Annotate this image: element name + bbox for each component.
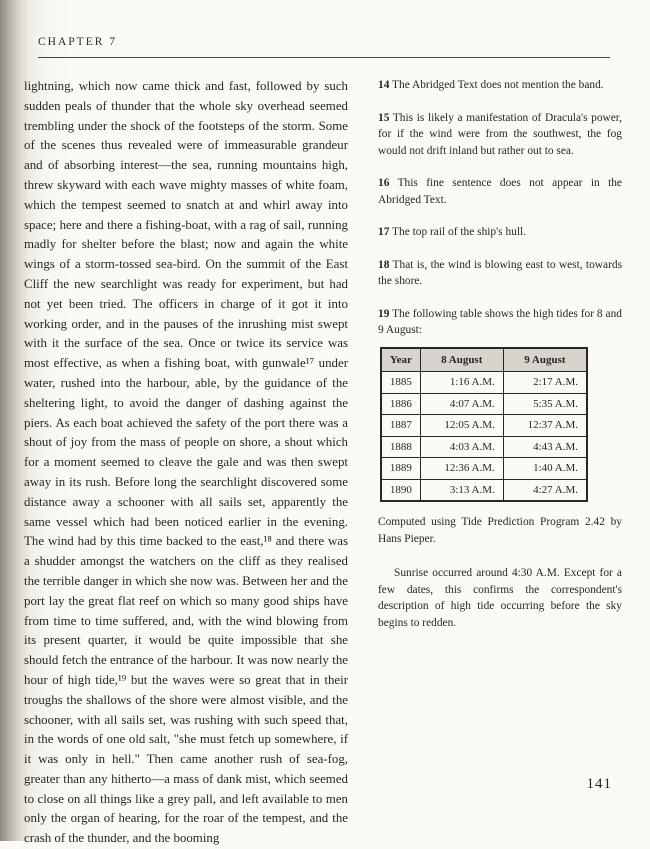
column-header: 8 August <box>420 348 503 372</box>
note-15 <box>378 110 622 160</box>
table-source-note: Computed using Tide Prediction Program 2.42 by Hans Pieper. <box>378 516 622 545</box>
note-14 <box>378 77 622 94</box>
table-row <box>381 436 587 458</box>
table-cell: 1889 <box>381 458 420 480</box>
table-cell: 4:27 A.M. <box>503 479 587 501</box>
page-number: 141 <box>586 776 612 792</box>
main-text-column <box>24 77 348 849</box>
note-number: 15 <box>378 111 390 124</box>
note-number: 14 <box>378 79 390 91</box>
tide-table <box>380 347 588 503</box>
table-cell: 1888 <box>381 436 420 458</box>
note-18 <box>378 257 622 290</box>
table-cell: 1887 <box>381 415 420 437</box>
notes-column <box>378 77 622 643</box>
table-cell: 12:37 A.M. <box>503 415 587 437</box>
table-cell: 1886 <box>381 393 420 415</box>
note-17 <box>378 224 622 241</box>
note-number: 19 <box>378 307 390 320</box>
table-cell: 4:03 A.M. <box>420 436 503 458</box>
table-row <box>381 458 587 480</box>
table-row <box>381 372 587 394</box>
table-cell: 1890 <box>381 479 420 501</box>
note-number: 18 <box>378 258 390 271</box>
note-text: This is likely a manifestation of Dracula's power, for if the wind were from the southwest, the fog would not drift inland but rather out to sea. <box>378 111 622 157</box>
table-cell: 1:40 A.M. <box>503 458 587 480</box>
table-cell: 5:35 A.M. <box>503 393 587 415</box>
note-number: 16 <box>378 177 390 189</box>
table-row <box>381 479 587 501</box>
column-header: 9 August <box>503 348 587 372</box>
table-cell: 12:36 A.M. <box>420 458 503 480</box>
note-text: The Abridged Text does not mention the band. <box>392 79 604 91</box>
table-cell: 12:05 A.M. <box>420 415 503 437</box>
table-row <box>381 393 587 415</box>
table-header-row <box>381 348 587 372</box>
note-number: 17 <box>378 226 390 238</box>
table-cell: 1:16 A.M. <box>420 372 503 394</box>
note-16 <box>378 175 622 208</box>
note-text: The top rail of the ship's hull. <box>392 226 527 238</box>
table-cell: 3:13 A.M. <box>420 479 503 501</box>
main-paragraph: lightning, which now came thick and fast, followed by such sudden peals of thunder that the whole sky overhead seemed trembling under the shock of the footsteps of the storm. Some of the scenes thus revealed were of immeasurable grandeur and of absorbing interest—the sea, running mountains high, threw skyward with each wave mighty masses of white foam, which the tempest seemed to snatch at and whirl away into space; here and there a fishing-boat, with a rag of sail, running madly for shelter before the blast; now and again the white wings of a storm-tossed sea-bird. On the summit of the East Cliff the new searchlight was ready for experiment, but had not yet been tried. The officers in charge of it got it into working order, and in the pauses of the inrushing mist swept with it the surface of the sea. Once or twice its service was most effective, as when a fishing boat, with gunwale¹⁷ under water, rushed into the harbour, able, by the guidance of the sheltering light, to avoid the danger of dashing against the piers. As each boat achieved the safety of the port there was a shout of joy from the mass of people on shore, a shout which for a moment seemed to cleave the gale and was then swept away in its rush. Before long the searchlight discovered some distance away a schooner with all sails set, apparently the same vessel which had been noticed earlier in the evening. The wind had by this time backed to the east,¹⁸ and there was a shudder amongst the watchers on the cliff as they realised the terrible danger in which she now was. Between her and the port lay the great flat reef on which so many good ships have from time to time suffered, and, with the wind blowing from its present quarter, it would be quite impossible that she should fetch the entrance of the harbour. It was now nearly the hour of high tide,¹⁹ but the waves were so great that in their troughs the shallows of the shore were almost visible, and the schooner, with all sails set, was rushing with such speed that, in the words of one old salt, "she must fetch up somewhere, if it was only in hell." Then came another rush of sea-fog, greater than any hitherto—a mass of dank mist, which seemed to close on all things like a grey pall, and left available to men only the organ of hearing, for the roar of the tempest, and the crash of the thunder, and the booming <box>24 79 348 846</box>
running-head: CHAPTER 7 <box>38 36 118 48</box>
note-text: The following table shows the high tides for 8 and 9 August: <box>378 307 622 336</box>
table-cell: 2:17 A.M. <box>503 372 587 394</box>
note-text: This fine sentence does not appear in the Abridged Text. <box>378 177 622 206</box>
column-header: Year <box>381 348 420 372</box>
table-cell: 4:43 A.M. <box>503 436 587 458</box>
table-cell: 1885 <box>381 372 420 394</box>
table-cell: 4:07 A.M. <box>420 393 503 415</box>
header-rule <box>38 57 610 58</box>
table-row <box>381 415 587 437</box>
sunrise-note: Sunrise occurred around 4:30 A.M. Except for a few dates, this confirms the correspondent's description of high tide occurring before the sky begins to redden. <box>378 567 622 629</box>
note-19 <box>378 306 622 339</box>
note-text: That is, the wind is blowing east to west, towards the shore. <box>378 258 622 287</box>
